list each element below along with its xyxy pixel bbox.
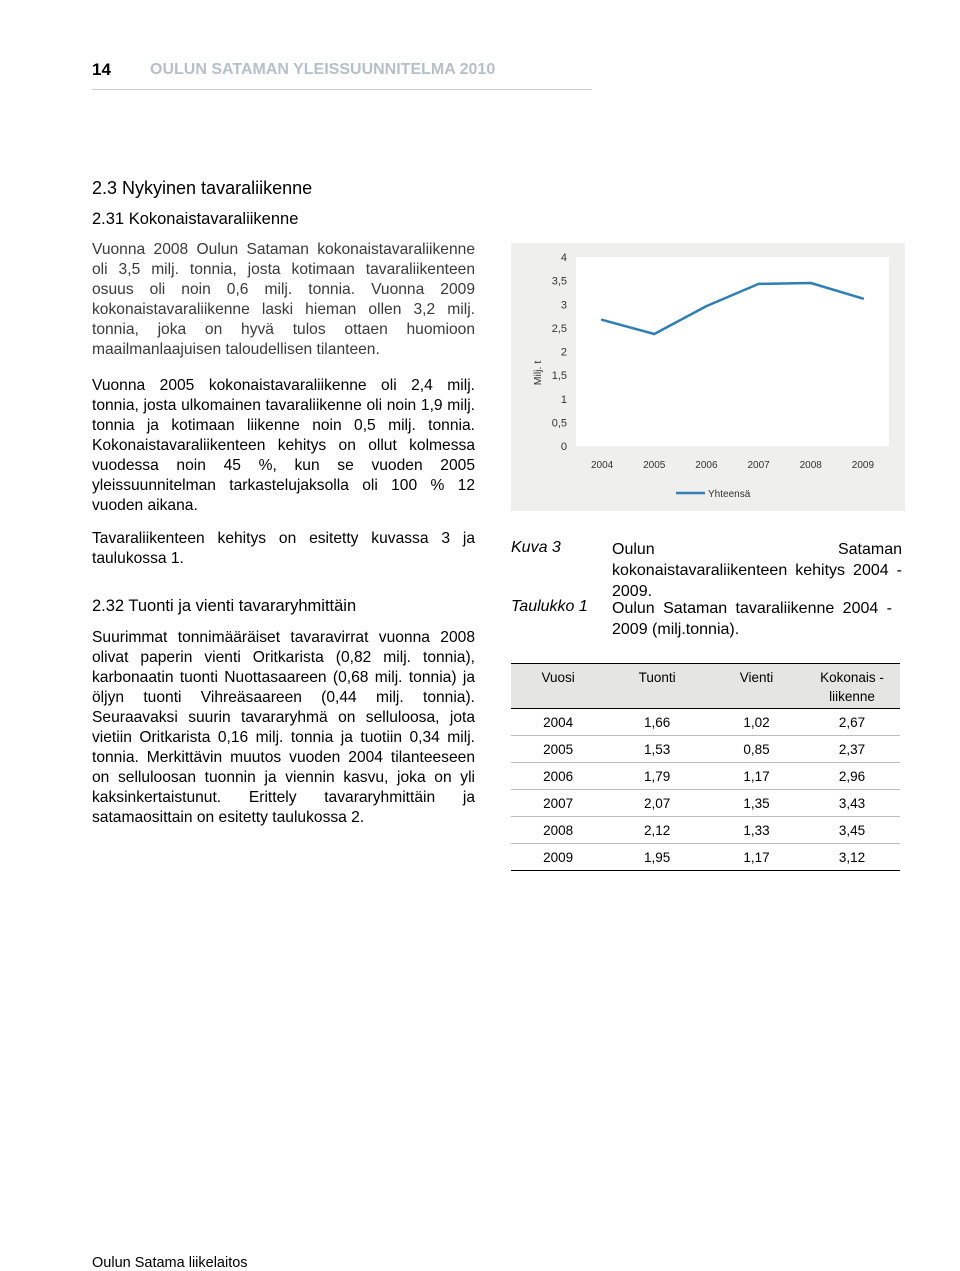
legend-label: Yhteensä: [708, 489, 751, 500]
table-cell: 2007: [511, 790, 605, 817]
table-cell: 3,43: [804, 790, 900, 817]
table-cell: 1,79: [605, 763, 709, 790]
y-tick-label: 3,5: [551, 275, 567, 288]
subsection-heading-2: 2.32 Tuonti ja vienti tavararyhmittäin: [92, 597, 357, 615]
y-tick-label: 4: [560, 252, 567, 264]
table-cell: 2,67: [804, 709, 900, 736]
y-tick-label: 1,5: [551, 370, 567, 383]
page-footer: Oulun Satama liikelaitos: [92, 1255, 248, 1271]
figure-caption: Oulun Sataman kokonaistavaraliikenteen kehitys 2004 - 2009.: [612, 541, 902, 600]
table-cell: 0,85: [709, 736, 804, 763]
table-row: [511, 763, 900, 790]
section-heading: 2.3 Nykyinen tavaraliikenne: [92, 178, 313, 198]
y-tick-label: 2: [560, 346, 567, 359]
table-cell: 2,37: [804, 736, 900, 763]
table-cell: 1,17: [709, 763, 804, 790]
data-point: [810, 282, 812, 284]
table-caption: Oulun Sataman tavaraliikenne 2004 - 2009 (milj.tonnia).: [612, 600, 892, 638]
table-row: [511, 817, 900, 844]
paragraph-2: Vuonna 2005 kokonaistavaraliikenne oli 2,4 milj. tonnia, josta ulkomainen tavaraliikenne oli noin 1,9 milj. tonnia ja kotimaan liikenne noin 0,5 milj. tonnia. Kokonaistavaraliikenteen kehitys on ollut kolmessa vuodessa noin 45 %, kun se vuoden 2005 yleissuunnitelman tarkastelujaksolla oli 100 % 12 vuoden aikana.: [92, 377, 475, 514]
header-rule: [92, 89, 592, 90]
y-tick-label: 3: [560, 299, 567, 312]
table-cell: 1,33: [709, 817, 804, 844]
table-cell: 1,02: [709, 709, 804, 736]
y-tick-label: 2,5: [551, 322, 567, 335]
table-row: [511, 844, 900, 871]
table-header-cell: Vienti: [709, 664, 804, 709]
table-cell: 3,12: [804, 844, 900, 871]
traffic-table: [511, 663, 900, 871]
table-header-cell: Tuonti: [605, 664, 709, 709]
data-point: [862, 297, 864, 299]
data-point: [601, 319, 603, 321]
data-point: [705, 305, 707, 307]
table-cell: 1,66: [605, 709, 709, 736]
table-cell: 2,07: [605, 790, 709, 817]
paragraph-1: Vuonna 2008 Oulun Sataman kokonaistavaraliikenne oli 3,5 milj. tonnia, josta kotimaan tavaraliikenteen osuus oli noin 0,6 milj. tonnia. Vuonna 2009 kokonaistavaraliikenne laski hieman ollen 3,2 milj. tonnia, joka on hyvä tulos ottaen huomioon maailmanlaajuisen taloudellisen tilanteen.: [92, 241, 475, 358]
x-tick-label: 2007: [747, 460, 770, 471]
table-cell: 1,95: [605, 844, 709, 871]
table-cell: 2009: [511, 844, 605, 871]
page-header: [92, 60, 592, 84]
data-point: [653, 333, 655, 335]
table-row: [511, 790, 900, 817]
x-tick-label: 2005: [643, 460, 666, 471]
figure-label: Kuva 3: [511, 539, 561, 556]
table-label: Taulukko 1: [511, 598, 588, 615]
x-tick-label: 2008: [799, 460, 822, 471]
table-cell: 2005: [511, 736, 605, 763]
y-tick-label: 0,5: [551, 417, 567, 430]
table-cell: 2004: [511, 709, 605, 736]
subsection-heading: 2.31 Kokonaistavaraliikenne: [92, 210, 299, 228]
table-cell: 2,12: [605, 817, 709, 844]
x-tick-label: 2004: [590, 460, 614, 471]
chart-container: [511, 243, 905, 511]
table-cell: 1,53: [605, 736, 709, 763]
table-cell: 2,96: [804, 763, 900, 790]
table-cell: 2006: [511, 763, 605, 790]
page-number: 14: [92, 60, 111, 79]
table-row: [511, 709, 900, 736]
y-axis-label: Milj. t: [532, 360, 544, 386]
paragraph-4: Suurimmat tonnimääräiset tavaravirrat vuonna 2008 olivat paperin vienti Oritkarista (0,82 milj. tonnia), karbonaatin tuonti Nuottasaareen (0,68 milj. tonnia) ja öljyn tuonti Vihreäsaareen (0,44 milj. tonnia). Seuraavaksi suurin tavararyhmä on selluloosa, jota vietiin Oritkarista 0,16 milj. tonnia ja tuotiin 0,34 milj. tonnia. Merkittävin muutos vuoden 2004 tilanteeseen on selluloosan tuonnin ja viennin kasvu, joka on yli kaksinkertaistunut. Erittely tavararyhmittäin ja satamaosittain on esitetty taulukossa 2.: [92, 629, 475, 826]
x-tick-label: 2006: [695, 460, 718, 471]
data-point: [757, 283, 759, 285]
table-row: [511, 736, 900, 763]
paragraph-3: Tavaraliikenteen kehitys on esitetty kuvassa 3 ja taulukossa 1.: [92, 530, 475, 567]
table-header-cell: Vuosi: [511, 664, 605, 709]
y-tick-label: 0: [560, 441, 567, 453]
line-chart: [511, 243, 905, 511]
table-cell: 1,35: [709, 790, 804, 817]
table-header-row: [511, 664, 900, 709]
y-tick-label: 1: [560, 393, 567, 406]
plot-area: [576, 257, 889, 446]
table-cell: 1,17: [709, 844, 804, 871]
header-title: OULUN SATAMAN YLEISSUUNNITELMA 2010: [150, 61, 496, 78]
table-cell: 3,45: [804, 817, 900, 844]
x-tick-label: 2009: [851, 460, 875, 471]
table-header-cell: Kokonais -liikenne: [804, 664, 900, 709]
table-cell: 2008: [511, 817, 605, 844]
